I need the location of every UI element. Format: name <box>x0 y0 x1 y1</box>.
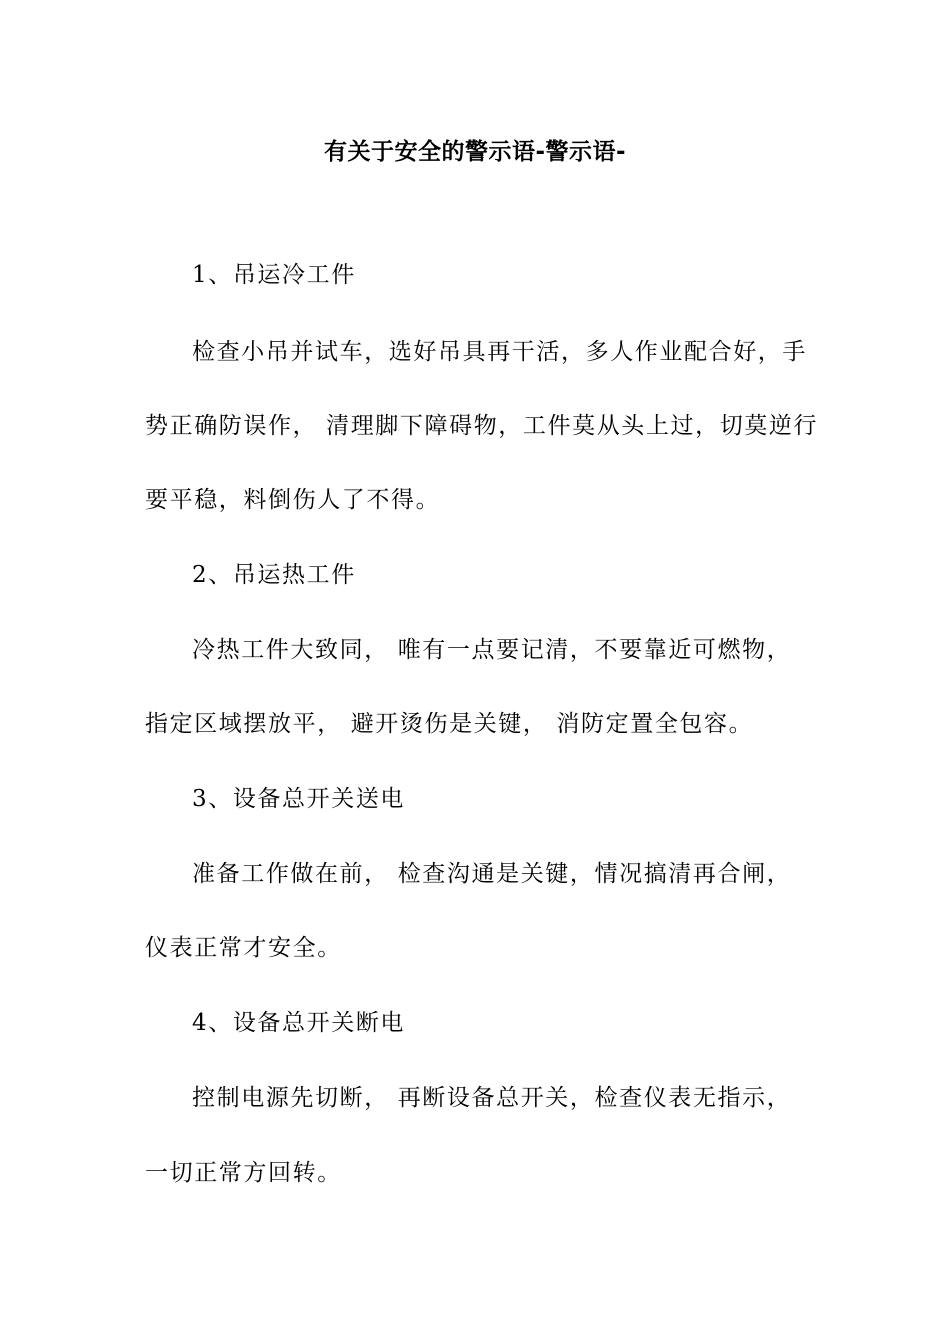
paragraph-line: 准备工作做在前， 检查沟通是关键，情况搞清再合闸， <box>192 861 792 887</box>
section-heading: 4、设备总开关断电 <box>192 1010 406 1036</box>
paragraph-line: 检查小吊并试车，选好吊具再干活，多人作业配合好，手 <box>192 339 807 365</box>
paragraph-line: 一切正常方回转。 <box>145 1160 342 1186</box>
section-heading: 3、设备总开关送电 <box>192 786 406 812</box>
section-heading: 1、吊运冷工件 <box>192 262 356 288</box>
paragraph-line: 指定区域摆放平， 避开烫伤是关键， 消防定置全包容。 <box>145 711 754 737</box>
section-heading: 2、吊运热工件 <box>192 562 356 588</box>
document-title: 有关于安全的警示语-警示语- <box>323 139 627 165</box>
paragraph-line: 势正确防误作， 清理脚下障碍物，工件莫从头上过，切莫逆行 <box>145 413 819 439</box>
paragraph-line: 仪表正常才安全。 <box>145 935 342 961</box>
paragraph-line: 冷热工件大致同， 唯有一点要记清，不要靠近可燃物， <box>192 637 792 663</box>
paragraph-line: 控制电源先切断， 再断设备总开关，检查仪表无指示， <box>192 1085 792 1111</box>
paragraph-line: 要平稳，料倒伤人了不得。 <box>145 487 441 513</box>
